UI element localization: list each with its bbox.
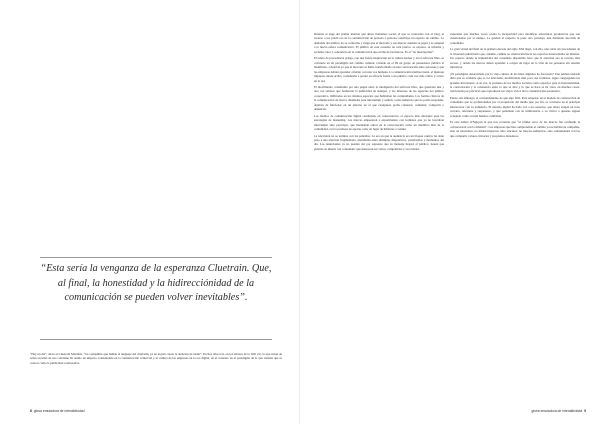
paragraph: El relato de procedencia griega, con una fuerte inspiración en la cultura hacker y en el software libre, se convierte en un paradigma del cambio cultural. Cuando en el 99 un grupo de pensadores publicó el manifiesto, advertían ya que el mercado se había transformado en una conversación entre personas y que las empresas debían aprender a hablar con una voz humana. La comunicación unidireccional, el mensaje impuesto desde arriba, comenzaba a perder su eficacia frente a un público cada vez más crítico y activo en la red. [314,56,444,83]
book-title-left: glosa emuladora de interaktividad [33,409,85,413]
right-column-2 [450,32,580,398]
pull-quote: “Esta sería la venganza de la esperanza Cluetrain. Que, al final, la honestidad y la hidirecciónidad de la comunicación se pueden volver inevitables”. [40,263,272,303]
quote-bottom-rule [40,339,272,340]
page-number-left: 8 [30,409,32,413]
quote-top-rule [40,257,272,258]
paragraph: Existe, sin embargo, el convencimiento de que algo falla. Para empezar, en el modelo de construcción de contenidos que se profesionaliza por el propietario del medio que, por fin, se convierte en el principal interlocutor con su audiencia. El entorno digital ha dado voz a los usuarios, que ahora exigen un trato cercano, relevante y respetuoso, y que penalizan con su indiferencia o su crítica a quienes siguen actuando como si nada hubiera cambiado. [450,95,580,118]
right-column-1 [314,32,444,398]
footer-right [532,409,586,413]
footer-left [30,409,84,413]
left-page-text [30,352,282,404]
left-paragraph: “Hay un día”, decía el Cluetrain Manifest, “las compañías que hablan el lenguaje del charlatán, ya no logran captar la atención de nadie”. Pocitos años tras, en los albores de la Web 2.0, la apa-rición de redes sociales de uso cotidiano ha tenido un impacto considerable en la comunicación comercial y la cultura de las empresas en la era digital, en el contexto en el paradigma de lo que transita que se conoce como la publicidad colaborativa. [30,352,282,365]
paragraph: Los medios de comunicación digital resultaban, en consecuencia, el espacio más relevante para las estrategias de marketing. Las marcas empezaron a experimentar con formatos que ya no buscaban interrumpir sino participar, que intentaban entrar en la conversación como un miembro más de la comunidad, con la promesa de aportar valor en lugar de limitarse a vender. [314,113,444,132]
paragraph: Es este Albert O'Nguyen el que nos recuerda que “el primer error de las marcas fue confundir la conversación con la difusión”. Las empresas que han comprendido el cambio ya no hablan de campañas, sino de relaciones; no miden impactos, sino vínculos; no buscan audiencias, sino comunidades con las que compartir valores, historias y propósitos duraderos. [450,120,580,138]
page-number-right: 9 [584,409,586,413]
right-page [300,0,600,424]
paragraph: Durante el auge del primer internet que ahora llamamos social, el que se conectaba con el blog, el recurso a los prácti-cos de la comunicación de persona a persona constituye un espacio de cambio. La demanda del público no se conforma y exige que el mercado y sus marcas asuman su papel y se adapten a la nueva esfera comunicativa. El público en este contexto no está pasivo: se expresa, se informa y reclama valor y coherencia en la comunicación que recibe de las marcas. Es el “no interrupción”. [314,32,444,54]
paragraph: ¿El paradigma desarrollado por la vieja cultura de los hitos digitales ha fracasado? Una primera mirada diría que es evidente que sí. La televisión, modificando más poco sus formatos, sigue congregando las grandes inversiones. A su vez, la promesa de los medios sociales como espacios para la horizontalidad, la conversación y la coherencia entre lo que se dice y lo que se hace se ha visto, en muchos casos, traicionada por prácticas que reproducen los viejos vicios de la comunicación persuasiva. [450,71,580,94]
paragraph: El movimiento constituido por una pugna entre la inteligencia del software libre, que generaba una y otra vez saberes que deshacían la publicidad de siempre, y los intereses de las agencias del público corporativo, infiltrados en los mismos espacios que habitaban las comunidades. Las formas clásicas de la comunicación de marca, diseñadas para interrumpir y seducir a una audiencia que no podía responder, dejaban de funcionar en un entorno en el que cualquiera podía contestar, comentar, compartir o denunciar. [314,84,444,112]
paragraph: La gran virtud del final de la primera década del siglo XXI llegó, con ella, una caída sin precedentes de la inversión publicitaria que, además, cambia su orientación hacia los espacios desarrollados en internet. Un espacio donde la inmensidad del contenido disponible hace que la atención sea el recurso más escaso, y donde las marcas deben aprender a ocupar un lugar en la vida de las personas sin resultar intrusivas. [450,47,580,70]
paragraph: La televisión no se termina con las pantallas. La era en que la audiencia era un bloque cautivo ha dado paso a una atención fragmentada, distribuida entre múltiples dispositivos, plataformas y momentos del día. Los anunciantes ya no pueden dar por supuesto que su mensaje llegará al público; tienen que ganarse su interés con contenidos que merezcan ser vistos, compartidos y recordados. [314,133,444,151]
book-title-right: glosa emuladora de interaktividad [531,409,583,413]
paragraph: expresión que muchos veces oculta la incapacidad para modificar estructuras productivas que son cuestionadas por el tiempo. La gestión al respecto la pone otra paradoja, una demanda asociada de contenidos. [450,32,580,45]
